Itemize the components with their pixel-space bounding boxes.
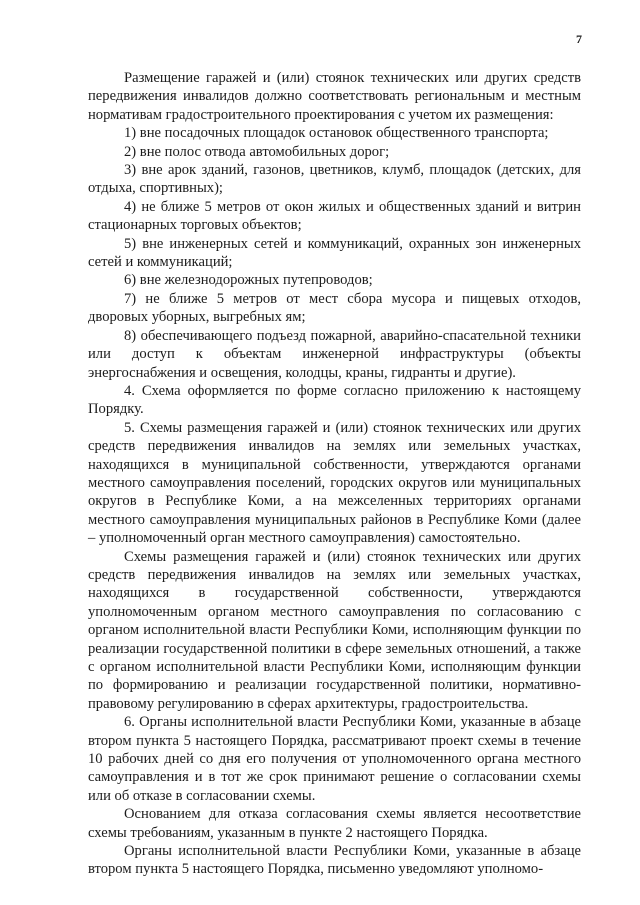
list-item-4: 4) не ближе 5 метров от окон жилых и общественных зданий и витрин стационарных торговых объектов; — [88, 198, 581, 234]
paragraph-placement-requirements: Размещение гаражей и (или) стоянок технических или других средств передвижения инвалидов должно соответствовать региональным и местным нормативам градостроительного проектирования с учетом их размещения: — [88, 70, 581, 123]
paragraph-section-5-second: Схемы размещения гаражей и (или) стоянок технических или других средств передвижения инвалидов на землях или земельных участках, находящихся в государственной собственности, утверждаются уполномоченным органом местного самоуправления по согласованию с органом исполнительной власти Республики Коми, исполняющим функции по реализации государственной политики в сфере земельных отношений, а также с органом исполнительной власти Республики Коми, исполняющим функции по формированию и реализации государственной политики, нормативно-правовому регулированию в сферах архитектуры, градостроительства. — [88, 548, 581, 712]
page-number: 7 — [576, 32, 582, 46]
paragraph-notification: Органы исполнительной власти Республики Коми, указанные в абзаце втором пункта 5 настоящего Порядка, письменно уведомляют уполномо- — [88, 843, 581, 878]
list-item-7: 7) не ближе 5 метров от мест сбора мусора и пищевых отходов, дворовых уборных, выгребных ям; — [88, 290, 581, 326]
list-item-8: 8) обеспечивающего подъезд пожарной, аварийно-спасательной техники или доступ к объектам инженерной инфраструктуры (объекты энергоснабжения и освещения, колодцы, краны, гидранты и другие). — [88, 327, 581, 381]
list-item-6: 6) вне железнодорожных путепроводов; — [124, 272, 373, 289]
list-item-5: 5) вне инженерных сетей и коммуникаций, охранных зон инженерных сетей и коммуникаций; — [88, 235, 581, 271]
document-body — [88, 69, 581, 879]
list-item-3: 3) вне арок зданий, газонов, цветников, клумб, площадок (детских, для отдыха, спортивных); — [88, 162, 581, 197]
list-item-2: 2) вне полос отвода автомобильных дорог; — [124, 143, 390, 160]
list-item-1: 1) вне посадочных площадок остановок общественного транспорта; — [124, 125, 549, 142]
paragraph-section-6: 6. Органы исполнительной власти Республики Коми, указанные в абзаце втором пункта 5 настоящего Порядка, рассматривают проект схемы в течение 10 рабочих дней со дня его получения от уполномоченного органа местного самоуправления и в тот же срок принимают решение о согласовании схемы или об отказе в согласовании схемы. — [88, 714, 581, 804]
paragraph-section-4: 4. Схема оформляется по форме согласно приложению к настоящему Порядку. — [88, 382, 581, 418]
paragraph-section-5: 5. Схемы размещения гаражей и (или) стоянок технических или других средств передвижения инвалидов на землях или земельных участках, находящихся в муниципальной собственности, утверждаются органами местного самоуправления поселений, городских округов или муниципальных округов в Республике Коми, а на межселенных территориях органами местного самоуправления муниципальных районов в Республике Коми (далее – уполномоченный орган местного самоуправления) самостоятельно. — [88, 419, 581, 547]
paragraph-refusal-grounds: Основанием для отказа согласования схемы является несоответствие схемы требованиям, указанным в пункте 2 настоящего Порядка. — [88, 806, 581, 841]
